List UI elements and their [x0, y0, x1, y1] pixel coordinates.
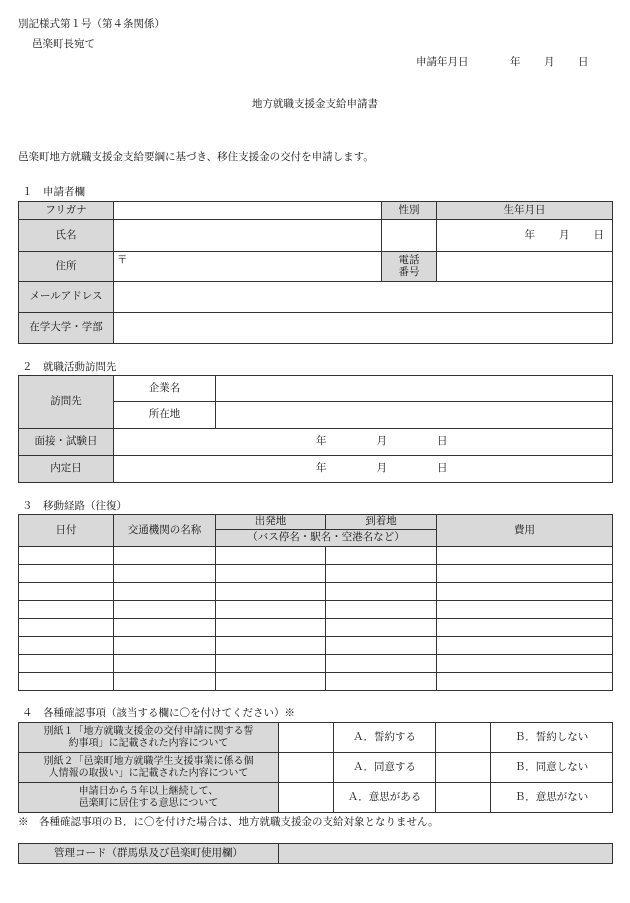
table-row — [19, 619, 613, 637]
table-row — [19, 601, 613, 619]
birth-year-label: 年 — [524, 228, 535, 241]
pledge-option-b: Ｂ．誓約しない — [491, 723, 613, 753]
table-row — [19, 547, 613, 565]
interview-date-field[interactable]: 年 月 日 — [114, 429, 613, 456]
pledge-label: 別紙１「地方就職支援金の交付申請に関する誓 約事項」に記載された内容について — [19, 723, 279, 753]
confirmation-table — [18, 722, 613, 813]
phone-field[interactable] — [437, 252, 613, 282]
residence-option-a: Ａ．意思がある — [334, 783, 436, 813]
visit-label: 訪問先 — [19, 376, 114, 429]
location-label: 所在地 — [114, 402, 216, 429]
birth-day-label: 日 — [593, 228, 604, 241]
furigana-field[interactable] — [114, 202, 382, 220]
section2-heading: ２ 就職活動訪問先 — [22, 361, 117, 373]
birthdate-field[interactable] — [437, 220, 613, 252]
location-field[interactable] — [216, 402, 613, 429]
table-row — [19, 565, 613, 583]
section4-heading: ４ 各種確認事項（該当する欄に〇を付けてください）※ — [22, 707, 295, 719]
privacy-label: 別紙２「邑楽町地方就職学生支援事業に係る個 人情報の取扱い」に記載された内容について — [19, 753, 279, 783]
application-month: 月 — [544, 56, 555, 68]
pledge-option-a: Ａ．誓約する — [334, 723, 436, 753]
gender-label: 性別 — [382, 202, 437, 220]
table-row — [19, 583, 613, 601]
table-row — [19, 655, 613, 673]
offer-date-label: 内定日 — [19, 456, 114, 483]
pledge-a-mark[interactable] — [279, 723, 334, 753]
residence-b-mark[interactable] — [436, 783, 491, 813]
pledge-b-mark[interactable] — [436, 723, 491, 753]
company-field[interactable] — [216, 376, 613, 402]
name-field[interactable] — [114, 220, 382, 252]
privacy-option-a: Ａ．同意する — [334, 753, 436, 783]
col-transport: 交通機関の名称 — [114, 515, 216, 547]
offer-date-field[interactable]: 年 月 日 — [114, 456, 613, 483]
application-date-label: 申請年月日 — [416, 56, 469, 68]
confirmation-row-residence — [19, 783, 613, 813]
col-arrival: 到着地 — [326, 515, 437, 530]
confirmation-note: ※ 各種確認事項のＢ．に〇を付けた場合は、地方就職支援金の支給対象となりません。 — [18, 816, 439, 828]
intro-text: 邑楽町地方就職支援金支給要綱に基づき、移住支援金の交付を申請します。 — [18, 151, 374, 163]
birthdate-label: 生年月日 — [437, 202, 613, 220]
page-title: 地方就職支援金支給申請書 — [252, 98, 378, 110]
school-label: 在学大学・学部 — [19, 313, 114, 344]
phone-label: 電話 番号 — [382, 252, 437, 282]
privacy-a-mark[interactable] — [279, 753, 334, 783]
residence-label: 申請日から５年以上継続して、 邑楽町に居住する意思について — [19, 783, 279, 813]
section1-heading: １ 申請者欄 — [22, 186, 85, 198]
residence-option-b: Ｂ．意思がない — [491, 783, 613, 813]
application-year: 年 — [510, 56, 521, 68]
email-label: メールアドレス — [19, 282, 114, 313]
management-table — [18, 843, 613, 864]
table-row — [19, 673, 613, 691]
address-label: 住所 — [19, 252, 114, 282]
privacy-option-b: Ｂ．同意しない — [491, 753, 613, 783]
email-field[interactable] — [114, 282, 613, 313]
school-field[interactable] — [114, 313, 613, 344]
visit-table — [18, 375, 613, 483]
table-row — [19, 637, 613, 655]
gender-field[interactable] — [382, 220, 437, 252]
confirmation-row-privacy — [19, 753, 613, 783]
col-note: （バス停名・駅名・空港名など） — [216, 530, 437, 547]
birth-month-label: 月 — [559, 228, 570, 241]
interview-date-label: 面接・試験日 — [19, 429, 114, 456]
application-day: 日 — [578, 56, 589, 68]
col-cost: 費用 — [437, 515, 613, 547]
confirmation-row-pledge — [19, 723, 613, 753]
management-code-label: 管理コード（群馬県及び邑楽町使用欄） — [19, 844, 279, 864]
address-field[interactable] — [114, 252, 382, 282]
management-code-field — [279, 844, 613, 864]
col-date: 日付 — [19, 515, 114, 547]
applicant-table — [18, 201, 613, 344]
section3-heading: ３ 移動経路（往復） — [22, 500, 127, 512]
residence-a-mark[interactable] — [279, 783, 334, 813]
form-number: 別記様式第１号（第４条関係） — [18, 18, 165, 30]
privacy-b-mark[interactable] — [436, 753, 491, 783]
company-label: 企業名 — [114, 376, 216, 402]
route-table — [18, 514, 613, 691]
name-label: 氏名 — [19, 220, 114, 252]
postal-mark: 〒 — [117, 254, 128, 266]
addressee: 邑楽町長宛て — [32, 38, 95, 50]
col-departure: 出発地 — [216, 515, 326, 530]
furigana-label: フリガナ — [19, 202, 114, 220]
